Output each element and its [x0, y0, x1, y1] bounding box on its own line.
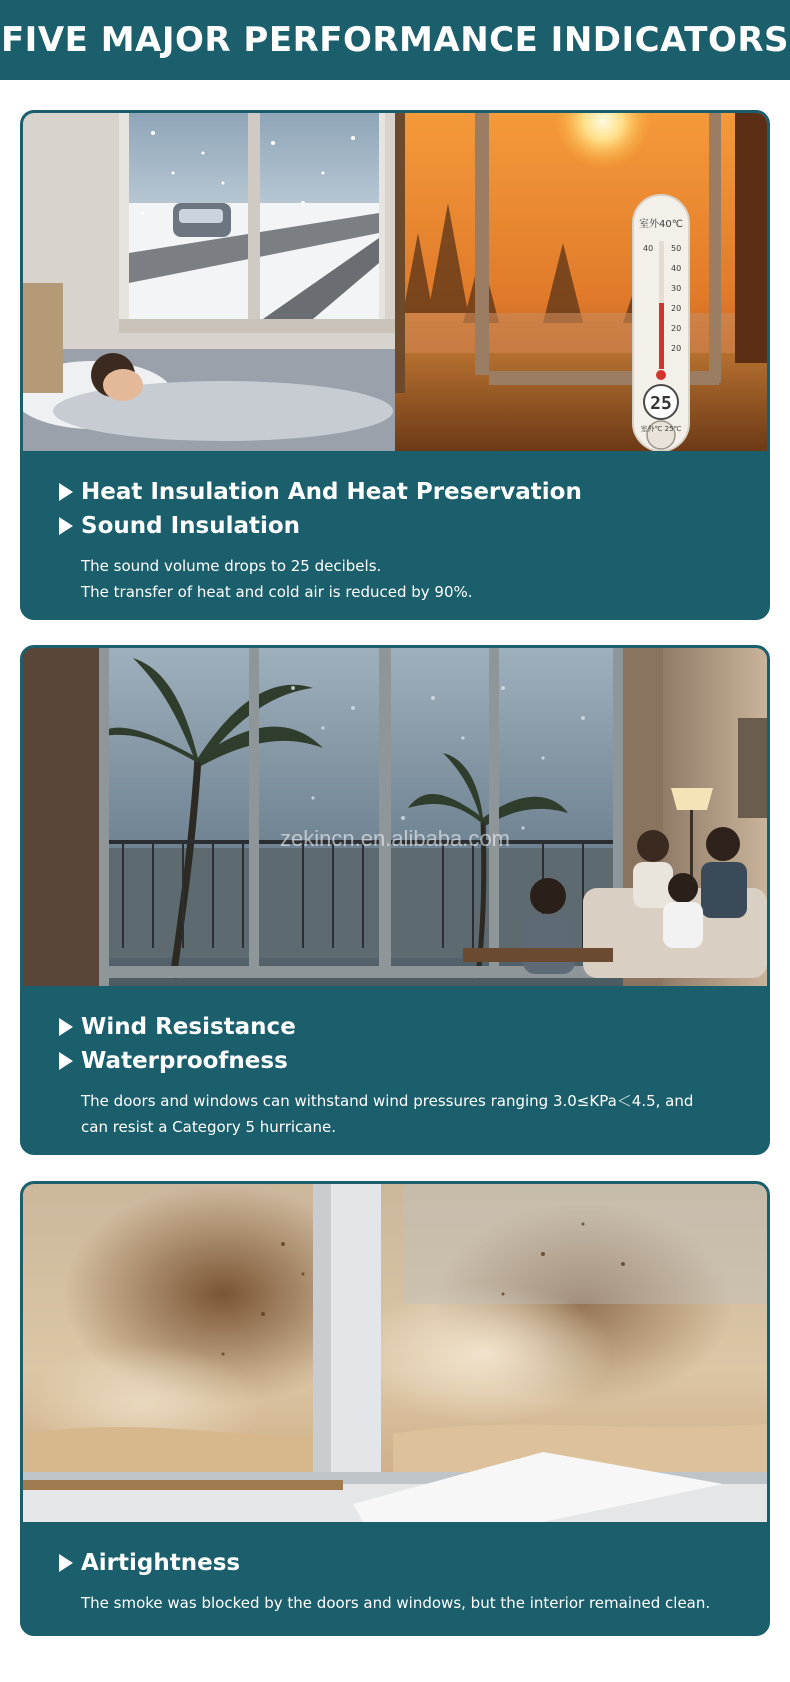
triangle-bullet-icon — [59, 483, 73, 501]
description-line: The sound volume drops to 25 decibels. — [81, 557, 382, 575]
photo-storm-living-room — [23, 648, 767, 986]
card2-text — [59, 1010, 737, 1140]
feature-description — [59, 1590, 737, 1616]
feature-description — [59, 553, 737, 605]
triangle-bullet-icon — [59, 517, 73, 535]
watermark: zekincn.en.alibaba.com — [280, 826, 510, 851]
feature-label: Sound Insulation — [81, 513, 301, 539]
thermometer-scale-left-40: 40 — [643, 244, 654, 253]
feature-airtightness — [59, 1546, 737, 1580]
description-line: can resist a Category 5 hurricane. — [81, 1118, 336, 1136]
feature-label: Airtightness — [81, 1550, 241, 1576]
description-line: The doors and windows can withstand wind pressures ranging 3.0≤KPa＜4.5, and — [81, 1092, 694, 1110]
feature-waterproofness — [59, 1044, 737, 1078]
description-line: The smoke was blocked by the doors and windows, but the interior remained clean. — [81, 1594, 711, 1612]
triangle-bullet-icon — [59, 1052, 73, 1070]
feature-card-heat-sound — [20, 110, 770, 620]
feature-label: Wind Resistance — [81, 1014, 296, 1040]
thermometer-scale-20b: 20 — [671, 324, 682, 333]
feature-card-airtightness — [20, 1181, 770, 1636]
thermometer-scale-20a: 20 — [671, 304, 682, 313]
card3-text — [59, 1546, 737, 1616]
triangle-bullet-icon — [59, 1018, 73, 1036]
card1-text — [59, 475, 737, 605]
triangle-bullet-icon — [59, 1554, 73, 1572]
page-title: FIVE MAJOR PERFORMANCE INDICATORS — [0, 20, 790, 60]
thermometer-bottom-label: 室外℃ 25℃ — [640, 425, 682, 433]
feature-description — [59, 1088, 737, 1140]
photo-snow-sunset — [23, 113, 767, 451]
feature-sound-insulation — [59, 509, 737, 543]
thermometer-scale-50: 50 — [671, 244, 682, 253]
thermometer-top-label: 室外40℃ — [639, 219, 683, 230]
thermometer-display: 25 — [650, 393, 672, 414]
page-header — [0, 0, 790, 80]
thermometer-scale-30: 30 — [671, 284, 682, 293]
feature-label: Heat Insulation And Heat Preservation — [81, 479, 582, 505]
photo-sandstorm-window — [23, 1184, 767, 1522]
thermometer-scale-20c: 20 — [671, 344, 682, 353]
feature-label: Waterproofness — [81, 1048, 288, 1074]
feature-wind-resistance — [59, 1010, 737, 1044]
feature-card-wind-water — [20, 645, 770, 1155]
feature-heat-insulation — [59, 475, 737, 509]
description-line: The transfer of heat and cold air is reduced by 90%. — [81, 583, 473, 601]
thermometer-scale-40: 40 — [671, 264, 682, 273]
